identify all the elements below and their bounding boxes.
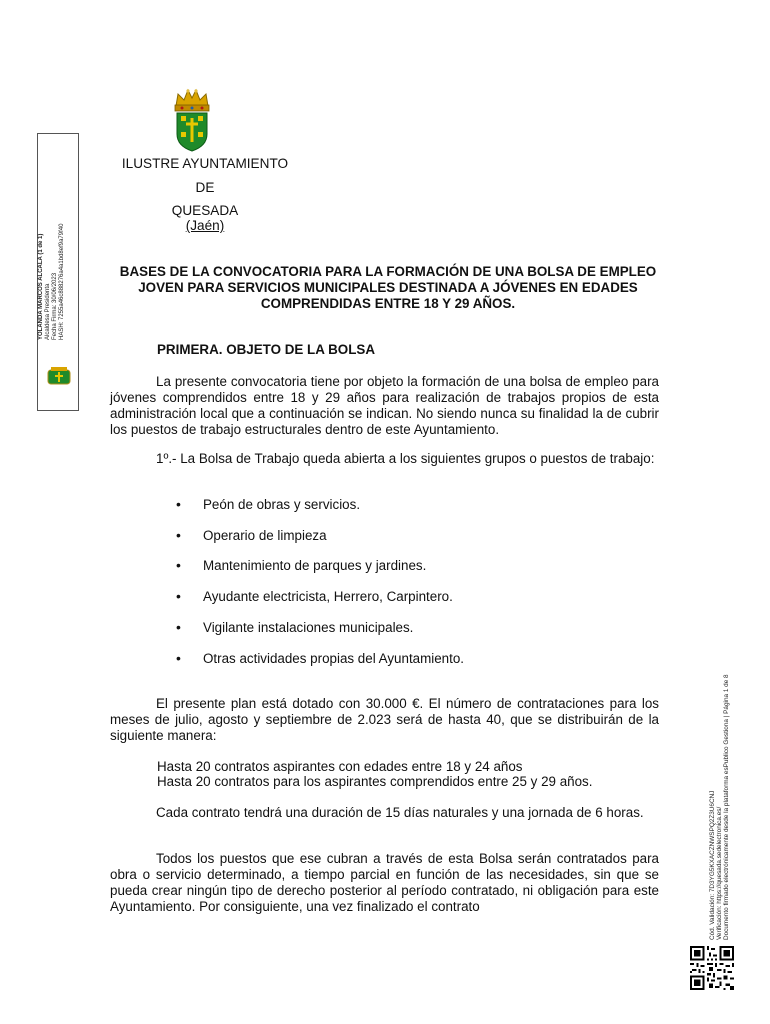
paragraph-groups bbox=[110, 451, 659, 467]
paragraph-budget bbox=[110, 696, 659, 744]
bullet-icon: • bbox=[176, 557, 181, 573]
distribution-line-2: Hasta 20 contratos para los aspirantes comprendidos entre 25 y 29 años. bbox=[157, 774, 593, 789]
list-item-text: Vigilante instalaciones municipales. bbox=[203, 620, 414, 635]
bullet-icon: • bbox=[176, 496, 181, 512]
list-item bbox=[176, 588, 453, 604]
list-item bbox=[176, 650, 464, 666]
institution-name-line2: DE bbox=[195, 180, 215, 195]
list-item bbox=[176, 496, 360, 512]
verification-url[interactable]: Verificación: https://quesada.sedelectronica.es/ bbox=[716, 806, 724, 940]
bullet-icon: • bbox=[176, 619, 181, 635]
list-item bbox=[176, 619, 413, 635]
paragraph-groups-text: 1º.- La Bolsa de Trabajo queda abierta a los siguientes grupos o puestos de trabajo: bbox=[156, 451, 655, 466]
signature-date: Fecha Firma: 30/06/2023 bbox=[52, 272, 58, 340]
paragraph-duration-text: Cada contrato tendrá una duración de 15 días naturales y una jornada de 6 horas. bbox=[156, 805, 644, 820]
qr-code-icon bbox=[690, 946, 734, 990]
institution-name-line1: ILUSTRE AYUNTAMIENTO bbox=[121, 156, 289, 171]
bullet-icon: • bbox=[176, 650, 181, 666]
paragraph-objective bbox=[110, 374, 659, 438]
list-item bbox=[176, 527, 327, 543]
paragraph-conditions bbox=[110, 851, 659, 915]
bullet-icon: • bbox=[176, 588, 181, 604]
signature-role: Alcaldesa Presidenta bbox=[45, 283, 51, 340]
list-item-text: Peón de obras y servicios. bbox=[203, 497, 361, 512]
signed-note: Documento firmado electrónicamente desde la plataforma esPublico Gestiona | Página 1 de 8 bbox=[723, 674, 731, 940]
paragraph-duration bbox=[110, 805, 659, 821]
coat-of-arms-icon bbox=[172, 86, 212, 152]
bullet-icon: • bbox=[176, 527, 181, 543]
list-item bbox=[176, 557, 426, 573]
signature-hash: HASH: 7255a46c888276a4a1bd8ef9a79f40 bbox=[59, 223, 65, 340]
distribution-line-1: Hasta 20 contratos aspirantes con edades entre 18 y 24 años bbox=[157, 759, 523, 774]
list-item-text: Otras actividades propias del Ayuntamiento. bbox=[203, 651, 465, 666]
paragraph-objective-text: La presente convocatoria tiene por objeto la formación de una bolsa de empleo para jóvenes comprendidos entre 18 y 29 años para realización de trabajos propios de esta administración local que a continuación se indican. No siendo nunca su finalidad la de cubrir los puestos de trabajo estructurales dentro de este Ayuntamiento. bbox=[110, 374, 659, 437]
signature-signer: YOLANDA MARCOS ALCALA (1 de 1) bbox=[38, 233, 44, 340]
paragraph-conditions-text: Todos los puestos que ese cubran a través de esta Bolsa serán contratados para obra o servicio determinado, a tiempo parcial en función de las necesidades, sin que se pueda crear ningún tipo de derecho posterior al período contratado, ni obligación para este Ayuntamiento. Por consiguiente, una vez finalizado el contrato bbox=[110, 851, 659, 914]
list-item-text: Ayudante electricista, Herrero, Carpintero. bbox=[203, 589, 453, 604]
validation-code: Cód. Validación: 7D3YG5KXACZNWSPQ2Z3U6CNJ bbox=[709, 790, 716, 940]
list-item-text: Operario de limpieza bbox=[203, 528, 327, 543]
institution-province: (Jaén) bbox=[185, 218, 225, 233]
signature-stamp-text bbox=[38, 200, 78, 340]
validation-footer bbox=[709, 640, 749, 940]
institution-name-line3: QUESADA bbox=[171, 203, 239, 218]
small-coat-of-arms-icon bbox=[47, 366, 71, 386]
section-heading: PRIMERA. OBJETO DE LA BOLSA bbox=[157, 342, 375, 357]
list-item-text: Mantenimiento de parques y jardines. bbox=[203, 558, 427, 573]
paragraph-budget-text: El presente plan está dotado con 30.000 €. El número de contrataciones para los meses de julio, agosto y septiembre de 2.023 será de hasta 40, que se distribuirán de la siguiente manera: bbox=[110, 696, 659, 743]
document-title: BASES DE LA CONVOCATORIA PARA LA FORMACIÓN DE UNA BOLSA DE EMPLEO JOVEN PARA SERVICIOS MUNICIPALES DESTINADA A JÓVENES EN EDADES COMPRENDIDAS ENTRE 18 Y 29 AÑOS. bbox=[119, 264, 657, 311]
